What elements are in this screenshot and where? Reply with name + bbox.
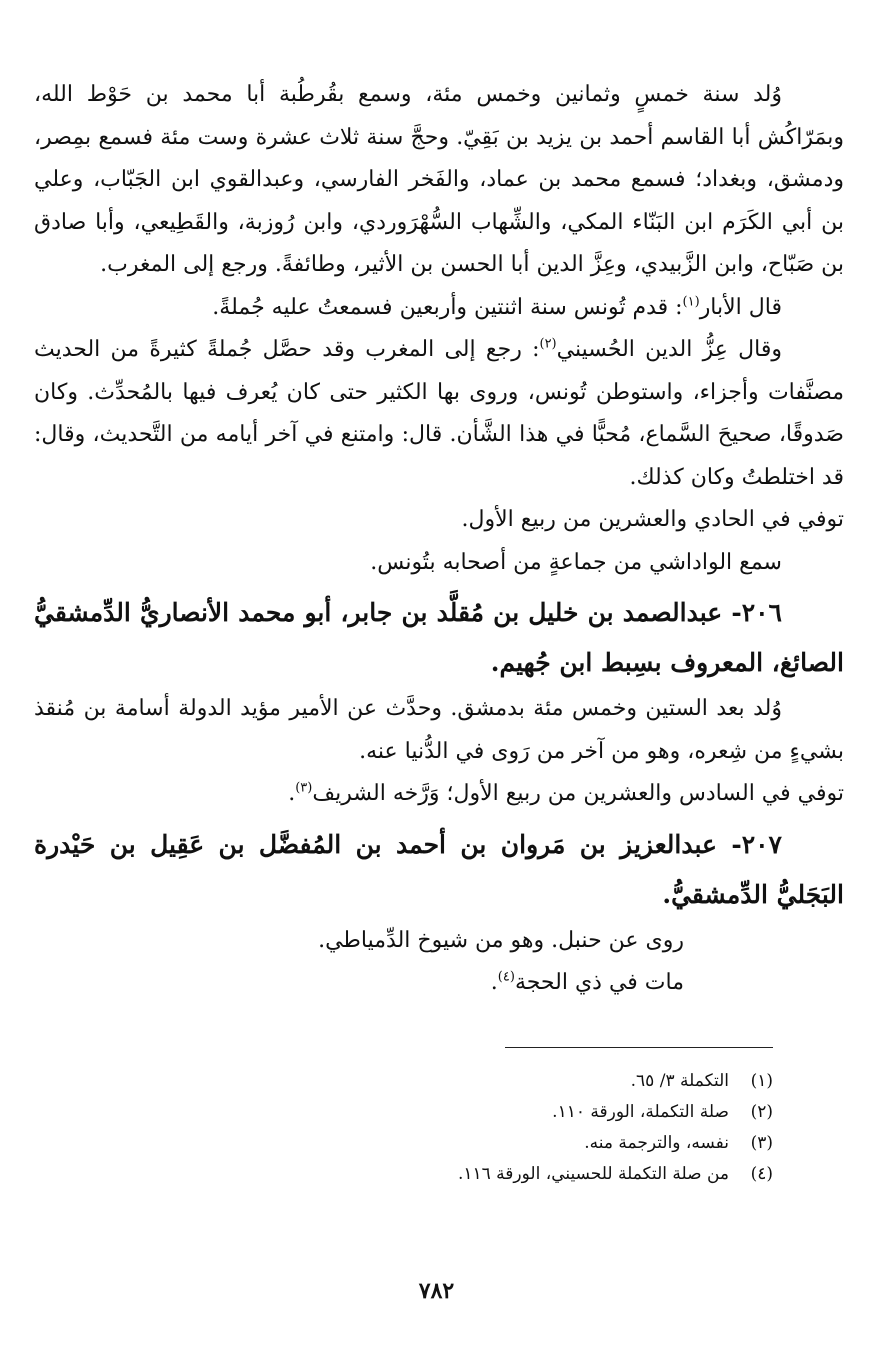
paragraph-text: وقال عِزُّ الدين الحُسيني xyxy=(556,337,782,362)
entry-heading-207: ٢٠٧- عبدالعزيز بن مَروان بن أحمد بن المُفضَّل بن عَقِيل بن حَيْدرة البَجَليُّ الدِّمشقيُّ. xyxy=(34,829,844,909)
paragraph-al-abbar-quote xyxy=(34,287,844,330)
footnote-mark: (٣) xyxy=(750,1133,773,1153)
paragraph-birth-and-teachers: وُلد سنة خمسٍ وثمانين وخمس مئة، وسمع بقُرطُبة أبا محمد بن حَوْط الله، وبمَرّاكُش أبا القاسم أحمد بن يزيد بن بَقِيّ. وحجَّ سنة ثلاث عشرة وست مئة فسمع بمِصر، ودمشق، وبغداد؛ فسمع محمد بن عماد، والفَخر الفارسي، وعبدالقوي ابن الجَبّاب، وعلي بن أبي الكَرَم ابن البَنّاء المكي، والشِّهاب السُّهْرَوردي، وابن رُوزبة، والقَطِيعي، وأبا صادق بن صَبّاح، وابن الزَّبيدي، وعِزَّ الدين أبا الحسن بن الأثير، وطائفةً. ورجع إلى المغرب. xyxy=(34,82,844,277)
paragraph-entry-206-bio: وُلد بعد الستين وخمس مئة بدمشق. وحدَّث عن الأمير مؤيد الدولة أسامة بن مُنقذ بشيءٍ من شِعره، وهو من آخر من رَوى في الدُّنيا عنه. xyxy=(34,696,844,764)
page-number: ٧٨٢ xyxy=(418,1278,455,1304)
paragraph-entry-206-death xyxy=(34,773,844,816)
footnote-reference: (٤) xyxy=(497,969,515,985)
page-body xyxy=(34,74,844,1005)
paragraph-text: مات في ذي الحجة xyxy=(514,970,684,995)
footnote-2 xyxy=(173,1097,773,1128)
paragraph-text: . xyxy=(490,970,498,995)
paragraph-text: : قدم تُونس سنة اثنتين وأربعين فسمعتُ عليه جُملةً. xyxy=(212,294,683,320)
footnote-text: نفسه، والترجمة منه. xyxy=(584,1133,729,1153)
paragraph-text: توفي في السادس والعشرين من ربيع الأول؛ وَرَّخه الشريف xyxy=(312,781,844,806)
footnote-4 xyxy=(173,1159,773,1190)
paragraph-entry-207-death xyxy=(34,962,844,1005)
entry-heading-206: ٢٠٦- عبدالصمد بن خليل بن مُقلَّد بن جابر، أبو محمد الأنصاريُّ الدِّمشقيُّ الصائغ، المعروف بسِبط ابن جُهيم. xyxy=(34,598,844,677)
footnote-reference: (٣) xyxy=(295,780,313,796)
footnote-3 xyxy=(173,1128,773,1159)
footnote-reference: (١) xyxy=(682,294,700,310)
footnote-mark: (٢) xyxy=(750,1102,773,1122)
footnote-reference: (٢) xyxy=(539,336,557,352)
footnotes xyxy=(173,1066,773,1190)
footnote-mark: (١) xyxy=(750,1071,773,1091)
paragraph-death-date: توفي في الحادي والعشرين من ربيع الأول. xyxy=(461,507,844,532)
paragraph-wadashi-note: سمع الواداشي من جماعةٍ من أصحابه بتُونس. xyxy=(370,549,782,575)
footnote-1 xyxy=(173,1066,773,1097)
footnote-text: التكملة ٣/ ٦٥. xyxy=(630,1071,729,1091)
paragraph-al-husayni-quote xyxy=(34,329,844,499)
paragraph-text: . xyxy=(288,781,296,806)
paragraph-text: قال الأبار xyxy=(699,294,782,320)
footnote-text: صلة التكملة، الورقة ١١٠. xyxy=(552,1102,729,1122)
footnote-divider xyxy=(505,1047,773,1048)
paragraph-text: : رجع إلى المغرب وقد حصَّل جُملةً كثيرةً من الحديث مصنَّفات وأجزاء، واستوطن تُونس، وروى بها الكثير حتى كان يُعرف فيها بالمُحدِّث. وكان صَدوقًا، صحيحَ السَّماع، مُحبًّا في هذا الشَّأن. قال: وامتنع في آخر أيامه من التَّحديث، وقال: قد اختلطتُ وكان كذلك. xyxy=(34,337,844,490)
paragraph-entry-207-bio: روى عن حنبل. وهو من شيوخ الدِّمياطي. xyxy=(318,927,684,953)
footnote-text: من صلة التكملة للحسيني، الورقة ١١٦. xyxy=(457,1164,729,1184)
footnote-mark: (٤) xyxy=(750,1164,773,1184)
